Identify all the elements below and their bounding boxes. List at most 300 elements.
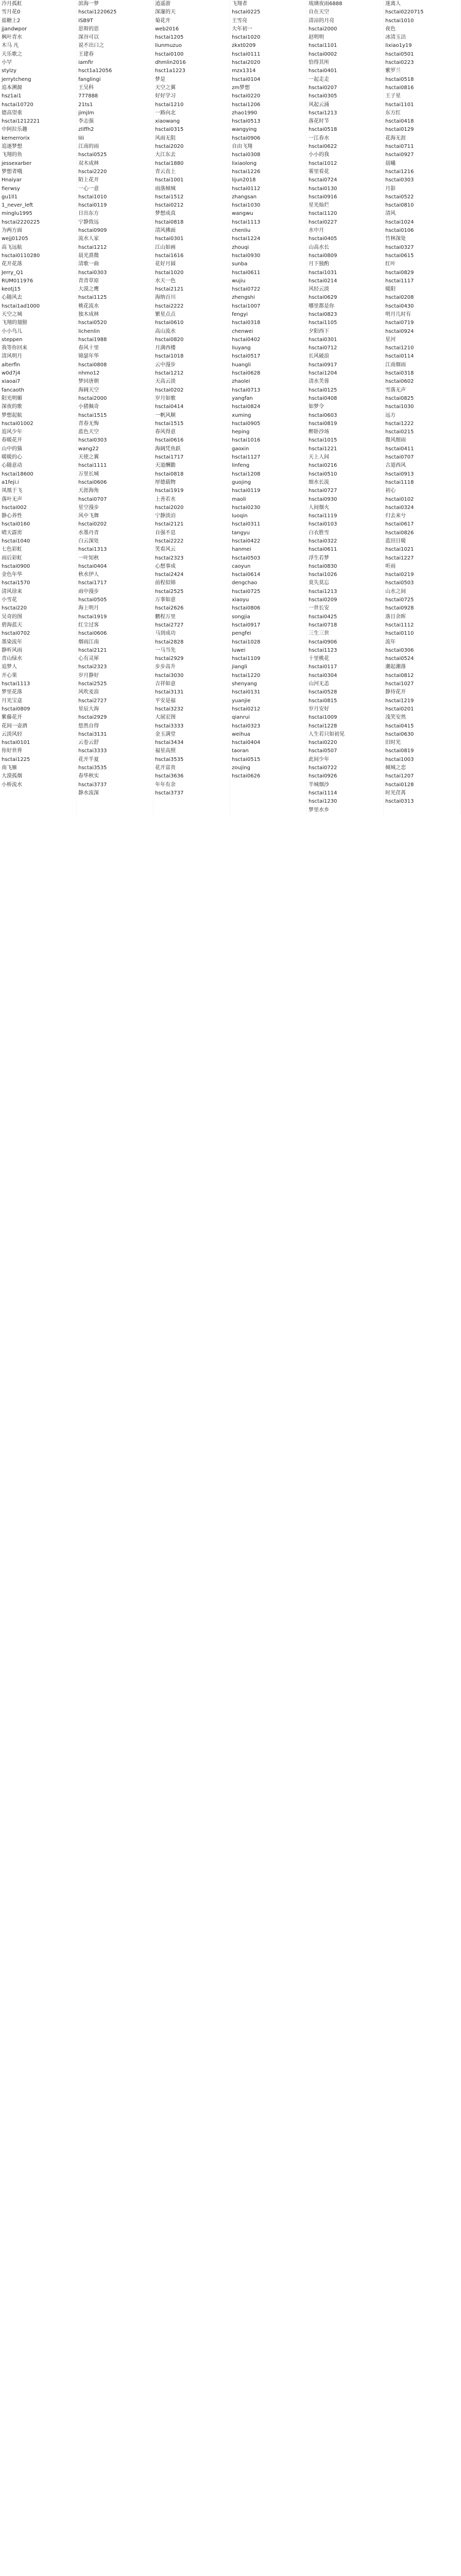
- username-cell: hanmei: [230, 546, 307, 554]
- username-cell: liunmuzuo: [153, 42, 230, 50]
- username-cell: hsctai0414: [153, 403, 230, 411]
- username-cell: 王建春: [77, 50, 153, 59]
- username-cell: 微风细雨: [384, 436, 460, 445]
- username-cell: hsctai2222: [153, 537, 230, 546]
- username-cell: 说不出口之: [77, 42, 153, 50]
- username-cell: hsctai0712: [307, 344, 384, 352]
- username-cell: 追逐梦想: [0, 143, 77, 151]
- username-cell: hsctai0101: [0, 739, 77, 747]
- username-cell: 半城烟沙: [307, 781, 384, 789]
- username-cell: hsctai0216: [307, 462, 384, 470]
- username-cell: w0d7j4: [0, 369, 77, 378]
- username-cell: hsctai0823: [307, 311, 384, 319]
- username-cell: hsctai0622: [307, 143, 384, 151]
- username-cell: hsctai1717: [77, 579, 153, 587]
- username-cell: hsctai0617: [384, 520, 460, 529]
- username-cell: zhaolei: [230, 378, 307, 386]
- username-cell: wang22: [77, 445, 153, 453]
- username-cell: 双木成林: [77, 160, 153, 168]
- username-cell: 自由飞翔: [230, 143, 307, 151]
- username-cell: 小桥流水: [0, 781, 77, 789]
- username-cell: hsctai1030: [384, 403, 460, 411]
- username-cell: hsctai0719: [384, 319, 460, 327]
- username-cell: 心随意动: [0, 462, 77, 470]
- username-cell: 吉祥如意: [153, 680, 230, 688]
- username-cell: hsctai0525: [77, 151, 153, 159]
- username-cell: hsz1ai1: [0, 92, 77, 100]
- username-cell: hsctai0626: [230, 772, 307, 781]
- username-cell: 浮生若梦: [307, 554, 384, 563]
- username-cell: hsctai2626: [153, 604, 230, 613]
- username-cell: hsctai0202: [77, 520, 153, 529]
- username-cell: hsctai0722: [307, 764, 384, 772]
- username-cell: 细水长流: [307, 479, 384, 487]
- username-cell: 江山如画: [153, 244, 230, 252]
- username-cell: hsctai2121: [153, 285, 230, 294]
- username-cell: 你好世界: [0, 747, 77, 755]
- username-cell: shenyang: [230, 680, 307, 688]
- username-cell: 三生三世: [307, 630, 384, 638]
- username-cell: xiaoai7: [0, 378, 77, 386]
- username-cell: 烟雨江南: [77, 638, 153, 647]
- username-cell: dhmlin2016: [153, 59, 230, 67]
- username-cell: zhouqi: [230, 244, 307, 252]
- username-cell: hsctai0630: [384, 731, 460, 739]
- username-cell: 清风: [384, 210, 460, 218]
- username-cell: 梦里水乡: [307, 806, 384, 815]
- username-cell: pengfei: [230, 630, 307, 638]
- username-cell: 天涯海角: [77, 487, 153, 495]
- username-cell: 梦里花落: [0, 688, 77, 697]
- username-cell: hsctai0404: [77, 563, 153, 571]
- username-cell: hsctai1101: [384, 101, 460, 109]
- username-cell: hsctai1205: [153, 33, 230, 42]
- username-cell: hsctai1114: [307, 789, 384, 798]
- username-cell: hsctai0629: [307, 294, 384, 302]
- username-cell: 一路向北: [153, 109, 230, 117]
- username-cell: hsctai0603: [307, 412, 384, 420]
- username-cell: 秋水伊人: [77, 571, 153, 579]
- username-cell: 静水流深: [77, 789, 153, 798]
- username-cell: 梦想起航: [0, 412, 77, 420]
- username-cell: lichenlin: [77, 328, 153, 336]
- username-cell: 雨中漫步: [77, 588, 153, 596]
- username-cell: hsctai0202: [153, 386, 230, 395]
- username-cell: hsctai220: [0, 604, 77, 613]
- username-cell: hsctai0602: [384, 378, 460, 386]
- username-cell: hsctai0303: [77, 436, 153, 445]
- username-cell: hsctai0130: [307, 185, 384, 193]
- username-cell: 阳光明媚: [0, 395, 77, 403]
- username-cell: hsctai1880: [153, 160, 230, 168]
- username-cell: hsctai0718: [307, 621, 384, 630]
- username-cell: hsctai0304: [307, 672, 384, 680]
- username-cell: 吴奇的图: [0, 613, 77, 621]
- username-cell: 倾城之恋: [384, 764, 460, 772]
- username-cell: hsctai0611: [230, 269, 307, 277]
- username-cell: 花海无涯: [384, 134, 460, 143]
- username-cell: 日出东方: [77, 210, 153, 218]
- username-cell: hsctai0810: [384, 201, 460, 210]
- username-cell: 落日余晖: [384, 613, 460, 621]
- username-cell: RUM011976: [0, 277, 77, 285]
- username-cell: jerrytcheng: [0, 76, 77, 84]
- username-cell: hsctai0111: [230, 50, 307, 59]
- username-cell: hsctai0725: [384, 596, 460, 604]
- username-cell: 云中漫步: [153, 361, 230, 369]
- username-cell: 一心一意: [77, 185, 153, 193]
- username-cell: hsctai0230: [230, 504, 307, 512]
- username-cell: hsctai0401: [307, 67, 384, 75]
- username-cell: 小小鸟儿: [0, 328, 77, 336]
- username-cell: 云淡风轻: [0, 731, 77, 739]
- username-cell: xuming: [230, 412, 307, 420]
- username-cell: 星河: [384, 336, 460, 344]
- username-cell: hsctai0614: [230, 571, 307, 579]
- username-cell: 青青草原: [77, 277, 153, 285]
- username-cell: 追本溯源: [0, 84, 77, 92]
- username-cell: 暖阳: [384, 285, 460, 294]
- username-cell: 夜色: [384, 25, 460, 33]
- username-cell: 盐糖上2: [0, 17, 77, 25]
- username-cell: weihua: [230, 731, 307, 739]
- username-cell: hsctai0313: [384, 798, 460, 806]
- username-cell: 赵明明: [307, 33, 384, 42]
- username-cell: 人生若只如初见: [307, 731, 384, 739]
- username-cell: 迷离人: [384, 0, 460, 8]
- username-cell: [230, 798, 307, 806]
- username-cell: 王雪亮: [230, 17, 307, 25]
- username-cell: zhao1990: [230, 109, 307, 117]
- username-cell: hsctai0100: [153, 50, 230, 59]
- username-cell: 竹林深处: [384, 235, 460, 243]
- username-cell: hsctai0930: [230, 252, 307, 260]
- username-cell: hsctai1224: [230, 235, 307, 243]
- username-cell: 东方红: [384, 109, 460, 117]
- username-cell: wangying: [230, 126, 307, 134]
- username-cell: kernerrorix: [0, 134, 77, 143]
- username-cell: hsctai1313: [77, 546, 153, 554]
- username-cell: 雾里看花: [307, 168, 384, 176]
- username-cell: hsctai2525: [153, 588, 230, 596]
- username-cell: hsctai0819: [384, 747, 460, 755]
- username-cell: 水天一色: [153, 277, 230, 285]
- username-cell: linfeng: [230, 462, 307, 470]
- username-cell: songjia: [230, 613, 307, 621]
- username-cell: 鹏程万里: [153, 613, 230, 621]
- username-cell: 年年有余: [153, 781, 230, 789]
- username-cell: hsct1a12056: [77, 67, 153, 75]
- username-cell: 冷月孤虹: [0, 0, 77, 8]
- username-cell: 清水芙蓉: [307, 378, 384, 386]
- username-cell: hsctai1988: [77, 336, 153, 344]
- username-cell: hsctai3434: [153, 739, 230, 747]
- username-cell: 天空之翼: [153, 84, 230, 92]
- username-cell: hsctai0102: [384, 496, 460, 504]
- username-cell: 思辩的思: [77, 25, 153, 33]
- username-cell: hsctai0220715: [384, 8, 460, 16]
- username-cell: hsctai1226: [230, 168, 307, 176]
- username-cell: ISB9T: [77, 17, 153, 25]
- username-cell: hsctai1212221: [0, 117, 77, 126]
- username-cell: 红尘过客: [77, 621, 153, 630]
- username-cell: 南飞雁: [0, 764, 77, 772]
- username-cell: 厚德载物: [153, 479, 230, 487]
- username-cell: 岁月安好: [307, 705, 384, 714]
- username-cell: hsctai0106: [384, 227, 460, 235]
- username-cell: hsctai0606: [77, 630, 153, 638]
- username-cell: 紫藤花开: [0, 714, 77, 722]
- username-cell: hsctai0906: [230, 134, 307, 143]
- username-cell: hsctai0816: [384, 84, 460, 92]
- username-cell: 海阔凭鱼跃: [153, 445, 230, 453]
- username-cell: hsctai0909: [77, 227, 153, 235]
- username-cell: hsctai2727: [77, 697, 153, 705]
- username-cell: hsctai1031: [307, 269, 384, 277]
- username-cell: hsctai0725: [230, 588, 307, 596]
- username-cell: hsctai0522: [384, 193, 460, 201]
- username-cell: heping: [230, 428, 307, 436]
- username-cell: 莫失莫忘: [307, 579, 384, 587]
- username-cell: hsctai1016: [230, 436, 307, 445]
- username-cell: guojing: [230, 479, 307, 487]
- username-cell: yangfan: [230, 395, 307, 403]
- username-cell: zhangsan: [230, 193, 307, 201]
- username-cell: [0, 789, 77, 798]
- username-cell: nhmo12: [77, 369, 153, 378]
- username-cell: hsctai1213: [307, 109, 384, 117]
- username-cell: hsctai1206: [230, 101, 307, 109]
- username-cell: hsctai0311: [230, 520, 307, 529]
- username-cell: 飞翔的翅膀: [0, 319, 77, 327]
- username-cell: hsctai0405: [307, 235, 384, 243]
- username-cell: hsctai0518: [384, 76, 460, 84]
- username-cell: hsctai1040: [0, 537, 77, 546]
- username-cell: 大江东去: [153, 151, 230, 159]
- username-cell: hsctai1007: [230, 302, 307, 311]
- username-cell: [77, 798, 153, 806]
- username-cell: wejj01205: [0, 235, 77, 243]
- username-cell: tangyu: [230, 529, 307, 537]
- username-cell: hsctai3535: [153, 756, 230, 764]
- username-cell: 飞翔的鱼: [0, 151, 77, 159]
- username-cell: [230, 806, 307, 815]
- username-cell: hsctai0119: [230, 487, 307, 495]
- username-cell: hsctai1020: [153, 269, 230, 277]
- username-cell: 春风得意: [153, 428, 230, 436]
- username-cell: luoqin: [230, 512, 307, 520]
- username-cell: 追风少年: [0, 428, 77, 436]
- username-cell: 桃花流水: [77, 302, 153, 311]
- username-cell: fengyi: [230, 311, 307, 319]
- username-cell: hsctai1212: [153, 369, 230, 378]
- username-cell: fierwsy: [0, 185, 77, 193]
- username-cell: 清风徐来: [0, 588, 77, 596]
- username-cell: hsctai0722: [230, 285, 307, 294]
- username-cell: 哪里都是你: [307, 302, 384, 311]
- username-cell: hsctai0809: [0, 705, 77, 714]
- username-cell: 星辰大海: [77, 705, 153, 714]
- username-cell: hsctai0125: [307, 386, 384, 395]
- username-cell: maoli: [230, 496, 307, 504]
- username-cell: 天上人间: [307, 453, 384, 462]
- username-cell: zm梦想: [230, 84, 307, 92]
- username-cell: 心想事成: [153, 563, 230, 571]
- username-cell: hsctai0713: [230, 386, 307, 395]
- username-cell: 紫罗兰: [384, 67, 460, 75]
- username-cell: hsctai0110: [384, 630, 460, 638]
- username-cell: hsctai0430: [384, 302, 460, 311]
- username-cell: 滨海一梦: [77, 0, 153, 8]
- username-cell: hsctai0513: [230, 117, 307, 126]
- username-cell: 冰清玉洁: [384, 33, 460, 42]
- username-cell: 水墨丹青: [77, 529, 153, 537]
- username-cell: 小罕: [0, 59, 77, 67]
- username-cell: hsctai0924: [384, 328, 460, 336]
- username-cell: hsctai0114: [384, 352, 460, 361]
- username-cell: 碧海蓝天: [0, 621, 77, 630]
- username-cell: hsctai0528: [307, 688, 384, 697]
- username-cell: 金色年华: [0, 571, 77, 579]
- username-cell: hsctai0415: [384, 722, 460, 731]
- username-cell: 海上明月: [77, 604, 153, 613]
- username-cell: hsctai0215: [384, 428, 460, 436]
- username-cell: hsctai0208: [384, 294, 460, 302]
- username-cell: 风轻云淡: [307, 285, 384, 294]
- username-cell: caoyun: [230, 563, 307, 571]
- username-cell: hsctai0220: [230, 92, 307, 100]
- username-cell: zoujing: [230, 764, 307, 772]
- username-cell: hsctai1030: [230, 201, 307, 210]
- username-cell: hsctai1127: [230, 453, 307, 462]
- username-cell: hsctai2727: [153, 621, 230, 630]
- username-cell: 自强不息: [153, 529, 230, 537]
- username-cell: 步步高升: [153, 663, 230, 671]
- username-cell: [0, 798, 77, 806]
- username-cell: hsctai1018: [153, 352, 230, 361]
- username-cell: hsctai0220: [307, 739, 384, 747]
- username-cell: hsctai1222: [384, 420, 460, 428]
- username-cell: hsctai2220225: [0, 218, 77, 227]
- username-cell: hsctai3636: [153, 772, 230, 781]
- username-cell: hsctai0916: [307, 193, 384, 201]
- username-cell: 岁月如歌: [153, 395, 230, 403]
- username-cell: 777888: [77, 92, 153, 100]
- username-cell: hsctai2121: [77, 647, 153, 655]
- username-cell: 青春无悔: [77, 420, 153, 428]
- username-cell: 流年: [384, 638, 460, 647]
- username-cell: hsctai0323: [230, 722, 307, 731]
- username-cell: 春风十里: [77, 344, 153, 352]
- username-cell: 中阿拉乐趣: [0, 126, 77, 134]
- username-cell: 梦是: [153, 76, 230, 84]
- username-cell: hsctai0160: [0, 520, 77, 529]
- username-cell: hsctai1227: [384, 554, 460, 563]
- username-cell: 凤凰于飞: [0, 487, 77, 495]
- username-cell: 人间烟火: [307, 504, 384, 512]
- username-cell: 锦瑟年华: [77, 352, 153, 361]
- username-cell: zhengshi: [230, 294, 307, 302]
- username-cell: 宁静致远: [77, 218, 153, 227]
- username-cell: hsctai0809: [307, 252, 384, 260]
- username-cell: hsctai1021: [384, 546, 460, 554]
- username-cell: hsctai1010: [77, 193, 153, 201]
- username-cell: hsctai0315: [153, 126, 230, 134]
- username-cell: [230, 789, 307, 798]
- username-cell: hsctai1113: [0, 680, 77, 688]
- username-cell: hsct1a1223: [153, 67, 230, 75]
- username-cell: hsctai1228: [307, 722, 384, 731]
- username-cell: chenliu: [230, 227, 307, 235]
- username-cell: hsctai0727: [307, 487, 384, 495]
- username-cell: lili: [77, 134, 153, 143]
- username-cell: hsctai1207: [384, 772, 460, 781]
- username-cell: 风中飞舞: [77, 512, 153, 520]
- username-cell: hsctai1026: [307, 571, 384, 579]
- username-cell: hsctai0209: [307, 596, 384, 604]
- username-cell: 山水之间: [384, 588, 460, 596]
- username-cell: hsctai0615: [384, 252, 460, 260]
- username-cell: hsctai1220625: [77, 8, 153, 16]
- username-cell: hsctai2020: [153, 504, 230, 512]
- username-cell: liuyang: [230, 344, 307, 352]
- username-cell: hsctai0628: [230, 369, 307, 378]
- username-cell: hsctai0303: [384, 176, 460, 184]
- username-cell: hsctai0917: [307, 361, 384, 369]
- username-cell: 花开半夏: [77, 756, 153, 764]
- username-cell: hsctai0117: [307, 663, 384, 671]
- username-cell: 梦想者哦: [0, 168, 77, 176]
- username-cell: 笑看风云: [153, 546, 230, 554]
- username-cell: 一马当先: [153, 647, 230, 655]
- username-cell: hsctai0402: [230, 336, 307, 344]
- username-cell: 雨落倾城: [153, 185, 230, 193]
- username-cell: hsctai1919: [77, 613, 153, 621]
- username-cell: hsctai0112: [230, 185, 307, 193]
- username-cell: 宁静淡泊: [153, 512, 230, 520]
- username-cell: hsctai3737: [77, 781, 153, 789]
- username-cell: 21ts1: [77, 101, 153, 109]
- username-cell: hsctai0214: [307, 277, 384, 285]
- username-cell: jimjlm: [77, 109, 153, 117]
- username-cell: hsctai1219: [384, 697, 460, 705]
- username-cell: wangwu: [230, 210, 307, 218]
- username-cell: 岁月静好: [77, 672, 153, 680]
- username-cell: 高山流水: [153, 328, 230, 336]
- username-cell: hsctai0930: [307, 496, 384, 504]
- username-cell: zliffh2: [77, 126, 153, 134]
- username-cell: hsctai0327: [384, 244, 460, 252]
- username-cell: hsctai0812: [384, 672, 460, 680]
- username-cell: hsctai0825: [384, 395, 460, 403]
- username-cell: hsctai2020: [230, 59, 307, 67]
- username-cell: 追梦人: [0, 663, 77, 671]
- username-cell: 静心养性: [0, 512, 77, 520]
- username-cell: 花开富贵: [153, 764, 230, 772]
- username-cell: hsctai0830: [307, 563, 384, 571]
- username-cell: hsctai1616: [153, 252, 230, 260]
- username-cell: 心随风去: [0, 294, 77, 302]
- username-cell: hsctai1010: [384, 17, 460, 25]
- username-cell: hsctai0408: [307, 395, 384, 403]
- username-cell: 梦想成真: [153, 210, 230, 218]
- username-cell: 江南烟雨: [384, 361, 460, 369]
- username-cell: 静待花开: [384, 688, 460, 697]
- username-cell: 德高望重: [0, 109, 77, 117]
- username-cell: 枫叶青水: [0, 33, 77, 42]
- username-cell: hsctai0917: [230, 621, 307, 630]
- username-cell: 独木成林: [77, 311, 153, 319]
